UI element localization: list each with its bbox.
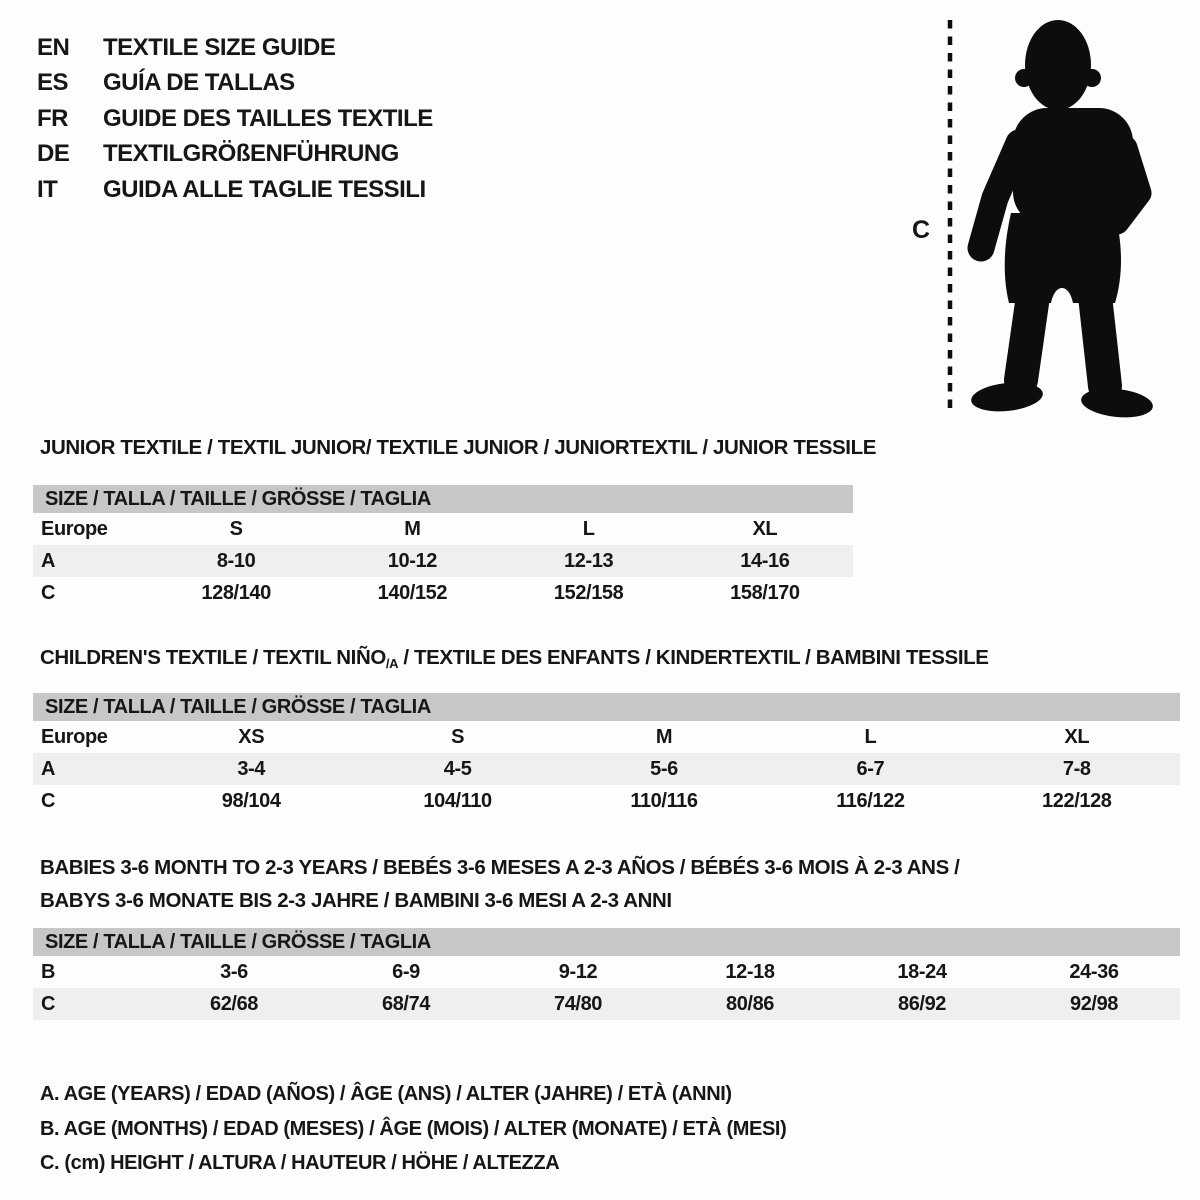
toddler-silhouette bbox=[970, 20, 1153, 418]
children-section-title bbox=[40, 646, 989, 670]
value-cell: 110/116 bbox=[630, 789, 698, 812]
table-row bbox=[33, 956, 1180, 988]
value-cell: 3-6 bbox=[220, 960, 248, 983]
value-cell: 128/140 bbox=[201, 581, 271, 604]
value-cell: S bbox=[229, 517, 243, 540]
value-cell: 116/122 bbox=[836, 789, 905, 812]
value-cell: 3-4 bbox=[237, 757, 266, 780]
value-cell: 158/170 bbox=[730, 581, 800, 604]
value-cell: 12-18 bbox=[725, 960, 775, 983]
value-cell: 104/110 bbox=[423, 789, 492, 812]
table-row bbox=[33, 721, 1180, 753]
guide-title-fr: GUIDE DES TAILLES TEXTILE bbox=[103, 104, 433, 132]
value-cell: 14-16 bbox=[740, 549, 790, 572]
value-cell: 10-12 bbox=[387, 549, 437, 572]
size-table-header-bar: SIZE / TALLA / TAILLE / GRÖSSE / TAGLIA bbox=[33, 928, 1180, 956]
language-code: ES bbox=[37, 69, 69, 97]
table-row bbox=[33, 753, 1180, 785]
value-cell: 5-6 bbox=[650, 757, 678, 780]
value-cell: 80/86 bbox=[725, 992, 775, 1015]
toddler-silhouette-figure bbox=[903, 8, 1153, 418]
row-label-cell: C bbox=[41, 581, 56, 604]
value-cell: 86/92 bbox=[897, 992, 947, 1015]
row-label-cell: A bbox=[41, 757, 56, 780]
language-row-es bbox=[37, 66, 433, 102]
value-cell: XL bbox=[1064, 725, 1090, 748]
language-header bbox=[37, 30, 433, 208]
value-cell: 92/98 bbox=[1069, 992, 1119, 1015]
value-cell: XS bbox=[238, 725, 265, 748]
guide-title-en: TEXTILE SIZE GUIDE bbox=[103, 33, 336, 61]
value-cell: L bbox=[582, 517, 595, 540]
value-cell: 18-24 bbox=[897, 960, 947, 983]
babies-size-table bbox=[33, 928, 1180, 1020]
value-cell: 4-5 bbox=[443, 757, 472, 780]
value-cell: 68/74 bbox=[381, 992, 431, 1015]
language-code: DE bbox=[37, 140, 70, 168]
children-size-table bbox=[33, 693, 1180, 817]
value-cell: S bbox=[451, 725, 465, 748]
language-code: FR bbox=[37, 104, 68, 132]
legend bbox=[40, 1077, 786, 1181]
table-row bbox=[33, 785, 1180, 817]
value-cell: 152/158 bbox=[553, 581, 624, 604]
row-label-cell: C bbox=[41, 789, 56, 812]
height-measure-label: C bbox=[911, 216, 931, 244]
language-row-fr bbox=[37, 101, 433, 137]
children-title-pre: CHILDREN'S TEXTILE / TEXTIL NIÑO bbox=[40, 646, 386, 669]
babies-section-title-line2: BABYS 3-6 MONATE BIS 2-3 JAHRE / BAMBINI 3-6 MESI A 2-3 ANNI bbox=[40, 889, 672, 912]
value-cell: 7-8 bbox=[1062, 757, 1091, 780]
size-table-header-bar: SIZE / TALLA / TAILLE / GRÖSSE / TAGLIA bbox=[33, 485, 853, 513]
value-cell: L bbox=[864, 725, 877, 748]
row-label-cell: Europe bbox=[41, 517, 108, 540]
value-cell: 6-7 bbox=[856, 757, 885, 780]
value-cell: 98/104 bbox=[221, 789, 281, 812]
row-label-cell: C bbox=[41, 992, 56, 1015]
table-row bbox=[33, 988, 1180, 1020]
children-title-sub: /A bbox=[385, 656, 399, 671]
legend-line-age-years: A. AGE (YEARS) / EDAD (AÑOS) / ÂGE (ANS) / ALTER (JAHRE) / ETÀ (ANNI) bbox=[40, 1083, 732, 1105]
guide-title-it: GUIDA ALLE TAGLIE TESSILI bbox=[103, 175, 426, 203]
table-row bbox=[33, 545, 853, 577]
value-cell: 8-10 bbox=[216, 549, 256, 572]
value-cell: M bbox=[655, 725, 673, 748]
junior-size-table bbox=[33, 485, 853, 609]
language-code: EN bbox=[37, 33, 70, 61]
guide-title-de: TEXTILGRÖßENFÜHRUNG bbox=[103, 140, 399, 168]
language-row-de bbox=[37, 137, 433, 173]
legend-line-height: C. (cm) HEIGHT / ALTURA / HAUTEUR / HÖHE / ALTEZZA bbox=[40, 1152, 560, 1174]
row-label-cell: B bbox=[41, 960, 56, 983]
table-row bbox=[33, 513, 853, 545]
guide-title-es: GUÍA DE TALLAS bbox=[103, 69, 295, 97]
language-row-it bbox=[37, 172, 433, 208]
size-table-header-bar: SIZE / TALLA / TAILLE / GRÖSSE / TAGLIA bbox=[33, 693, 1180, 721]
value-cell: 122/128 bbox=[1042, 789, 1112, 812]
language-code: IT bbox=[37, 175, 58, 203]
value-cell: XL bbox=[752, 517, 778, 540]
value-cell: 62/68 bbox=[209, 992, 259, 1015]
language-row-en bbox=[37, 30, 433, 66]
row-label-cell: Europe bbox=[41, 725, 108, 748]
table-row bbox=[33, 577, 853, 609]
value-cell: M bbox=[404, 517, 421, 540]
junior-section-title: JUNIOR TEXTILE / TEXTIL JUNIOR/ TEXTILE JUNIOR / JUNIORTEXTIL / JUNIOR TESSILE bbox=[40, 436, 876, 459]
value-cell: 9-12 bbox=[558, 960, 598, 983]
children-title-post: / TEXTILE DES ENFANTS / KINDERTEXTIL / BAMBINI TESSILE bbox=[398, 646, 989, 669]
value-cell: 140/152 bbox=[377, 581, 448, 604]
row-label-cell: A bbox=[41, 549, 56, 572]
legend-line-age-months: B. AGE (MONTHS) / EDAD (MESES) / ÂGE (MOIS) / ALTER (MONATE) / ETÀ (MESI) bbox=[40, 1117, 787, 1140]
value-cell: 12-13 bbox=[564, 549, 614, 572]
value-cell: 6-9 bbox=[392, 960, 420, 983]
value-cell: 24-36 bbox=[1069, 960, 1119, 983]
babies-section-title-line1: BABIES 3-6 MONTH TO 2-3 YEARS / BEBÉS 3-6 MESES A 2-3 AÑOS / BÉBÉS 3-6 MOIS À 2-3 ANS / bbox=[40, 856, 960, 879]
value-cell: 74/80 bbox=[553, 992, 603, 1015]
